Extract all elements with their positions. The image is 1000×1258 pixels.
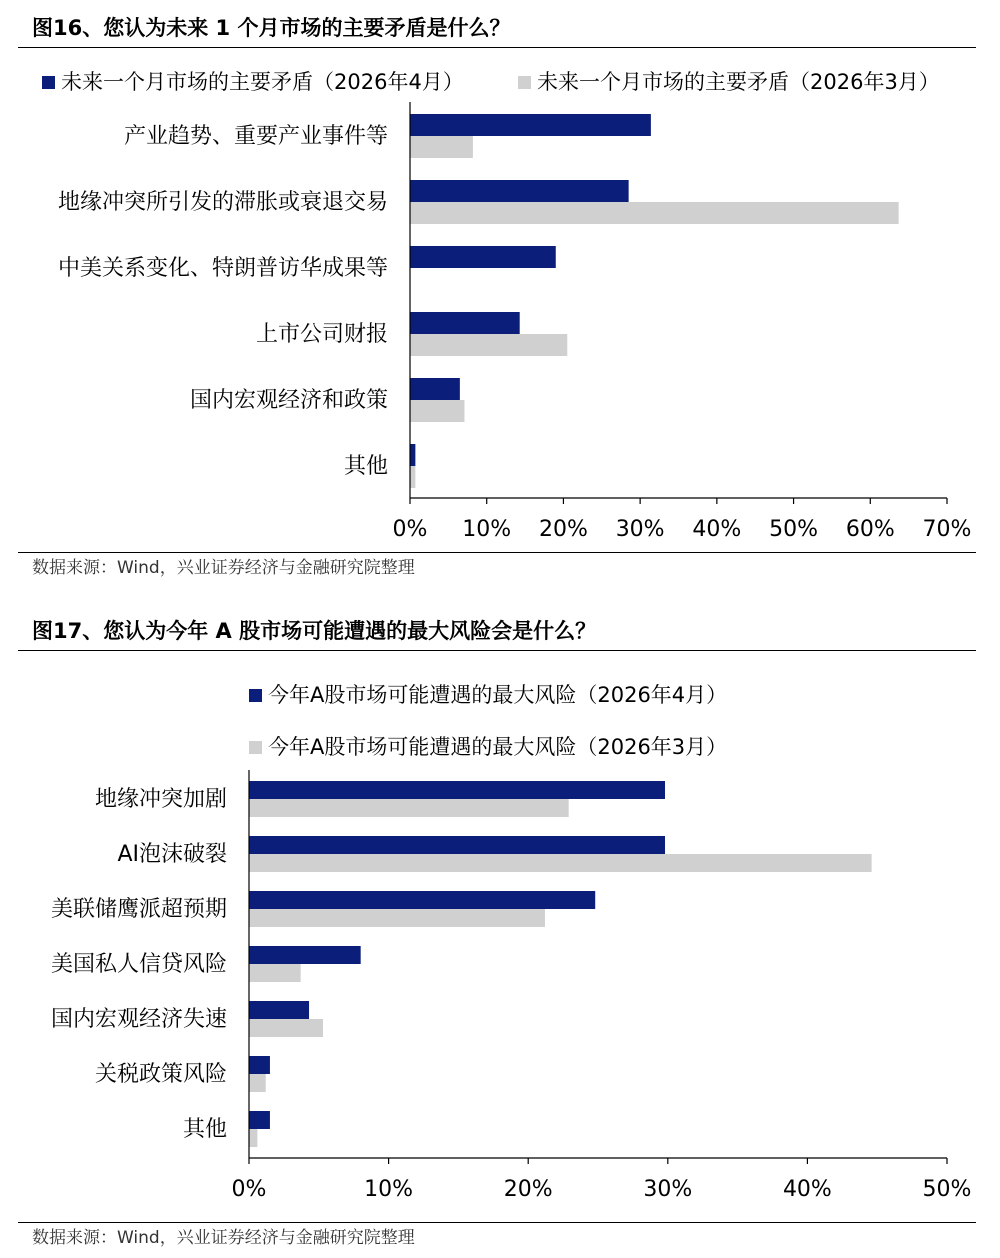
chart1-legend-mar	[518, 69, 940, 95]
category-label: 其他	[343, 454, 388, 479]
category-label: 地缘冲突加剧	[94, 787, 227, 812]
figure-17-top-rule	[18, 650, 976, 651]
chart2-legend-mar	[249, 734, 727, 760]
bar-mar	[410, 400, 464, 422]
figure-16-source: 数据来源：Wind，兴业证券经济与金融研究院整理	[32, 558, 415, 578]
x-tick-label: 20%	[503, 1177, 553, 1202]
bar-mar	[249, 854, 872, 872]
category-label: 国内宏观经济和政策	[189, 388, 388, 413]
category-label: 其他	[182, 1117, 227, 1142]
bar-apr	[249, 891, 595, 909]
bar-apr	[410, 312, 520, 334]
legend-swatch-apr	[249, 689, 262, 702]
bar-mar	[249, 1019, 323, 1037]
legend-label-mar: 未来一个月市场的主要矛盾（2026年3月）	[537, 70, 940, 94]
figure-17-title: 图17、您认为今年 A 股市场可能遭遇的最大风险会是什么？	[32, 619, 597, 643]
bar-mar	[410, 136, 473, 158]
legend-swatch-apr	[42, 76, 55, 89]
category-label: AI泡沫破裂	[117, 842, 227, 867]
bar-apr	[410, 114, 651, 136]
x-tick-label: 30%	[615, 517, 665, 542]
bar-apr	[249, 836, 665, 854]
legend-label-apr: 未来一个月市场的主要矛盾（2026年4月）	[61, 70, 464, 94]
x-tick-label: 30%	[643, 1177, 693, 1202]
bar-mar	[249, 1074, 266, 1092]
category-label: 国内宏观经济失速	[50, 1007, 227, 1032]
bar-mar	[249, 964, 301, 982]
bar-apr	[410, 246, 556, 268]
legend-label-mar: 今年A股市场可能遭遇的最大风险（2026年3月）	[268, 735, 728, 759]
chart1-legend-apr	[42, 69, 464, 95]
bar-mar	[410, 466, 415, 488]
bar-mar	[249, 799, 569, 817]
figure-17-source: 数据来源：Wind，兴业证券经济与金融研究院整理	[32, 1228, 415, 1248]
bar-apr	[410, 444, 415, 466]
x-tick-label: 40%	[782, 1177, 832, 1202]
x-tick-label: 40%	[692, 517, 742, 542]
bar-mar	[410, 202, 899, 224]
x-tick-label: 50%	[922, 1177, 972, 1202]
category-label: 上市公司财报	[255, 322, 388, 347]
bar-apr	[410, 180, 629, 202]
x-tick-label: 20%	[538, 517, 588, 542]
figure-16-bottom-rule	[18, 552, 976, 553]
chart-17-plot	[0, 770, 1000, 1220]
bar-apr	[249, 781, 665, 799]
bar-apr	[249, 1056, 270, 1074]
x-tick-label: 50%	[769, 517, 819, 542]
figure-16-title: 图16、您认为未来 1 个月市场的主要矛盾是什么？	[32, 16, 511, 40]
category-label: 美国私人信贷风险	[50, 952, 227, 977]
category-label: 产业趋势、重要产业事件等	[123, 124, 388, 149]
category-label: 关税政策风险	[94, 1062, 227, 1087]
x-tick-label: 60%	[845, 517, 895, 542]
category-label: 中美关系变化、特朗普访华成果等	[57, 256, 388, 281]
bar-mar	[249, 909, 545, 927]
chart-16-plot	[0, 100, 1000, 550]
bar-apr	[249, 946, 361, 964]
category-label: 地缘冲突所引发的滞胀或衰退交易	[57, 190, 388, 215]
legend-swatch-mar	[518, 76, 531, 89]
legend-swatch-mar	[249, 741, 262, 754]
x-tick-label: 0%	[392, 517, 428, 542]
bar-apr	[410, 378, 460, 400]
figure-16-top-rule	[18, 47, 976, 48]
x-tick-label: 70%	[922, 517, 972, 542]
bar-mar	[249, 1129, 257, 1147]
bar-apr	[249, 1111, 270, 1129]
legend-label-apr: 今年A股市场可能遭遇的最大风险（2026年4月）	[268, 683, 728, 707]
bar-mar	[410, 334, 567, 356]
bar-apr	[249, 1001, 309, 1019]
category-label: 美联储鹰派超预期	[50, 897, 227, 922]
chart2-legend-apr	[249, 682, 727, 708]
figure-17-bottom-rule	[18, 1222, 976, 1223]
x-tick-label: 0%	[231, 1177, 267, 1202]
x-tick-label: 10%	[364, 1177, 414, 1202]
x-tick-label: 10%	[462, 517, 512, 542]
